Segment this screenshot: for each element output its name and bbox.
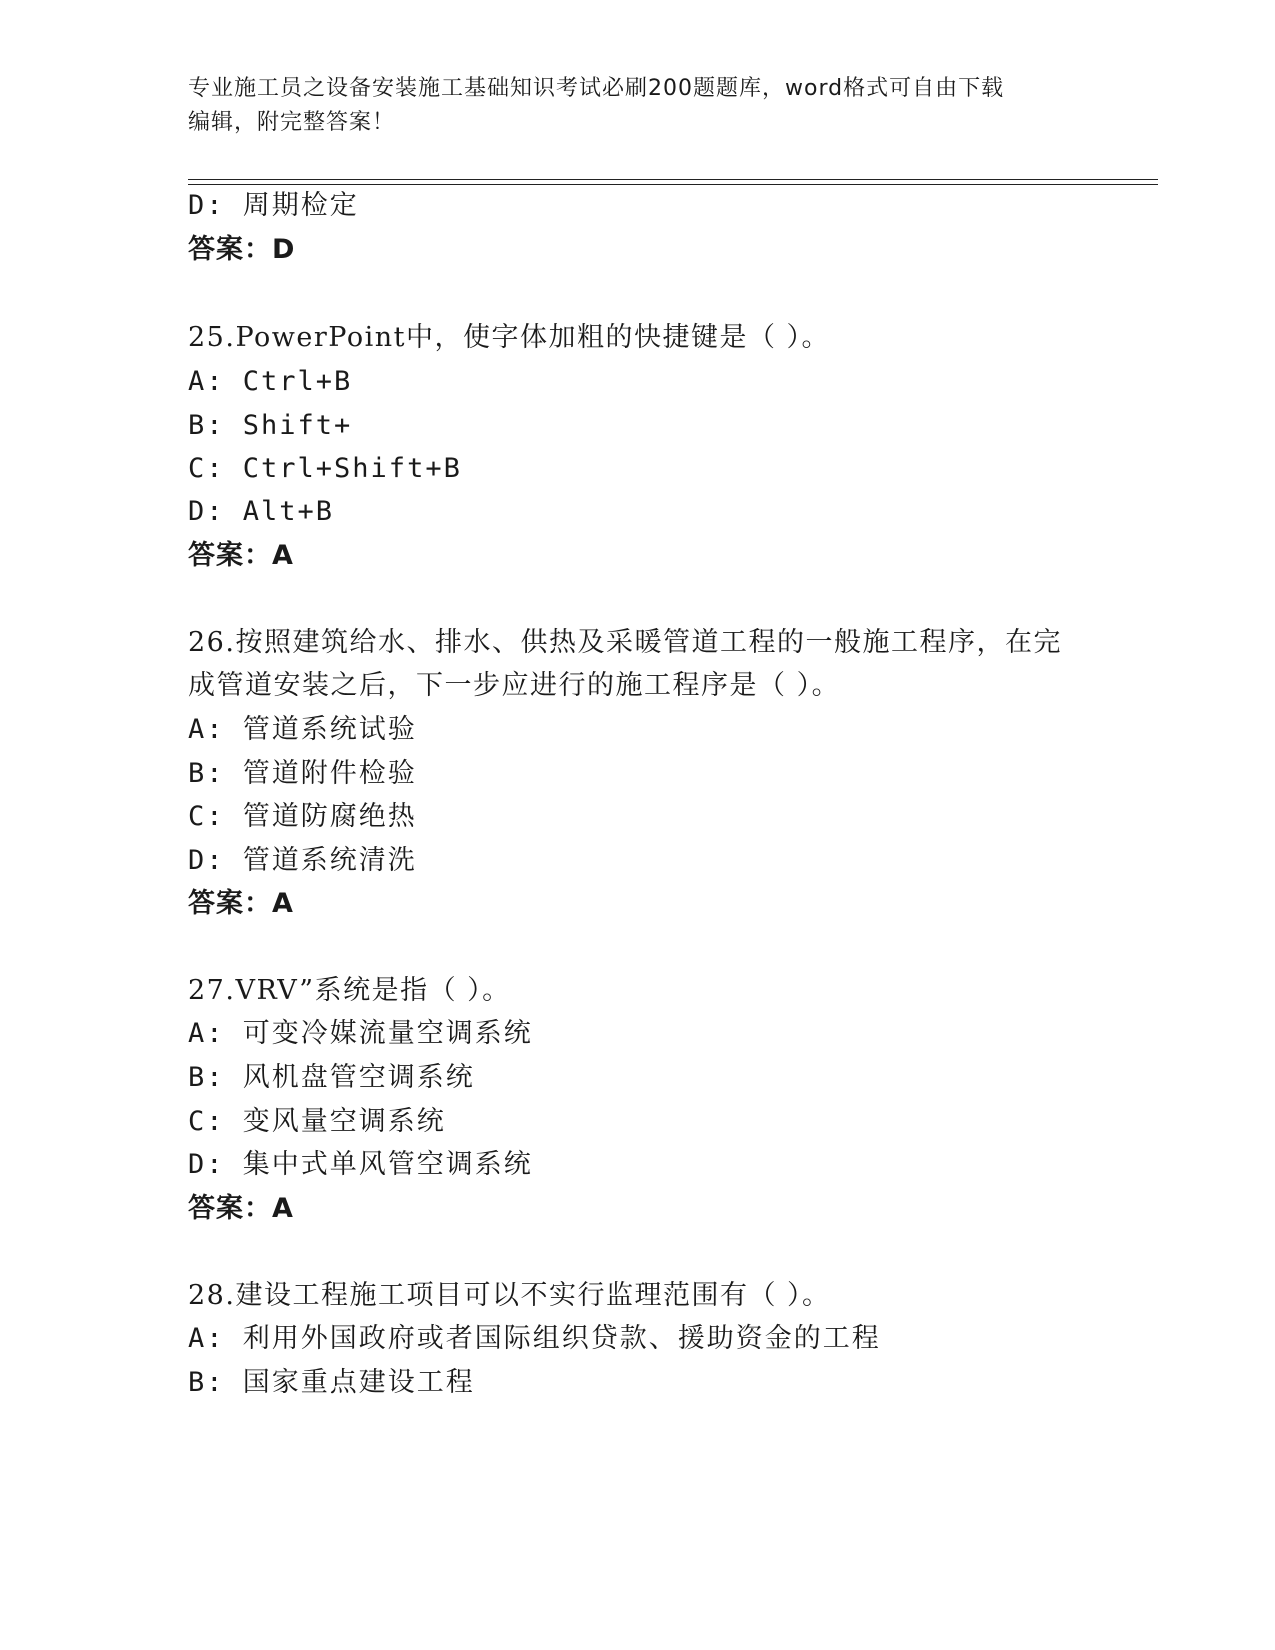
- option-c: C: 变风量空调系统: [188, 1106, 446, 1137]
- document-header: [188, 72, 1088, 140]
- header-divider-bottom: [188, 184, 1158, 185]
- option-a: A: 可变冷媒流量空调系统: [188, 1018, 533, 1049]
- option-c: C: Ctrl+Shift+B: [188, 453, 462, 484]
- question-stem: 27.VRV”系统是指（ ）。: [188, 975, 511, 1006]
- answer-line: 答案：A: [188, 540, 294, 571]
- option-b: B: 风机盘管空调系统: [188, 1062, 475, 1093]
- header-divider-top: [188, 179, 1158, 180]
- option-b: B: 管道附件检验: [188, 758, 417, 789]
- answer-line: 答案：D: [188, 234, 296, 265]
- option-b: B: Shift+: [188, 410, 353, 441]
- option-d: D: Alt+B: [188, 496, 335, 527]
- answer-line: 答案：A: [188, 1193, 294, 1224]
- question-stem-line2: 成管道安装之后，下一步应进行的施工程序是（ ）。: [188, 670, 841, 701]
- header-title-line1: 专业施工员之设备安装施工基础知识考试必刷200题题库，word格式可自由下载: [188, 76, 1005, 101]
- question-stem: 28.建设工程施工项目可以不实行监理范围有（ ）。: [188, 1280, 831, 1311]
- option-d: D: 集中式单风管空调系统: [188, 1149, 533, 1180]
- option-a: A: 管道系统试验: [188, 714, 417, 745]
- option-d: D: 周期检定: [188, 190, 359, 221]
- answer-line: 答案：A: [188, 888, 294, 919]
- option-b: B: 国家重点建设工程: [188, 1367, 475, 1398]
- option-a: A: Ctrl+B: [188, 366, 353, 397]
- option-c: C: 管道防腐绝热: [188, 801, 417, 832]
- question-stem-line1: 26.按照建筑给水、排水、供热及采暖管道工程的一般施工程序，在完: [188, 627, 1062, 658]
- option-a: A: 利用外国政府或者国际组织贷款、援助资金的工程: [188, 1323, 881, 1354]
- header-title-line2: 编辑，附完整答案！: [188, 110, 396, 135]
- question-stem: 25.PowerPoint中，使字体加粗的快捷键是（ ）。: [188, 322, 831, 353]
- option-d: D: 管道系统清洗: [188, 845, 417, 876]
